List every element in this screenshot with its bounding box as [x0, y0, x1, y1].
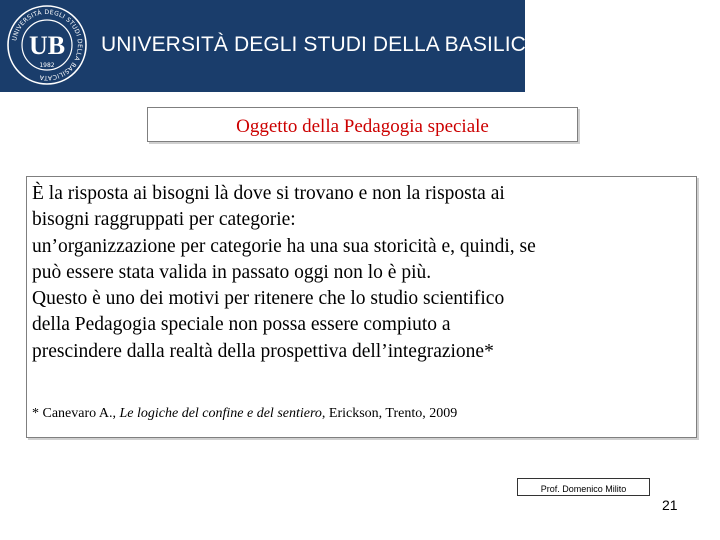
body-line: Questo è uno dei motivi per ritenere che lo studio scientifico [32, 288, 505, 310]
seal-ring-text: UNIVERSITÀ DEGLI STUDI DELLA BASILICATA [11, 8, 84, 82]
body-line: bisogni raggruppati per categorie: [32, 209, 296, 231]
university-banner [0, 0, 564, 92]
page-number: 21 [662, 497, 678, 513]
author-name: Prof. Domenico Milito [540, 484, 627, 494]
author-box [517, 478, 650, 496]
body-paragraph [32, 181, 694, 365]
body-line: della Pedagogia speciale non possa essere compiuto a [32, 314, 451, 336]
university-seal-logo [6, 4, 88, 86]
body-line: È la risposta ai bisogni là dove si trovano e non la risposta ai [32, 183, 505, 204]
slide-title-box [147, 107, 578, 142]
university-name: UNIVERSITÀ DEGLI STUDI DELLA BASILICATA [101, 33, 564, 56]
footnote-book-title: Le logiche del confine e del sentiero [119, 406, 322, 421]
body-line: può essere stata valida in passato oggi non lo è più. [32, 261, 432, 283]
seal-year: 1982 [39, 62, 55, 69]
seal-monogram: UB [28, 31, 66, 60]
body-line: prescindere dalla realtà della prospettiva dell’integrazione* [32, 340, 494, 362]
body-line: un’organizzazione per categorie ha una sua storicità e, quindi, se [32, 235, 536, 257]
footnote-publisher: , Erickson, Trento, 2009 [321, 406, 458, 421]
footnote-citation [32, 406, 457, 422]
slide-title: Oggetto della Pedagogia speciale [236, 116, 489, 137]
content-box [26, 176, 697, 438]
footnote-author: * Canevaro A., [32, 406, 120, 421]
